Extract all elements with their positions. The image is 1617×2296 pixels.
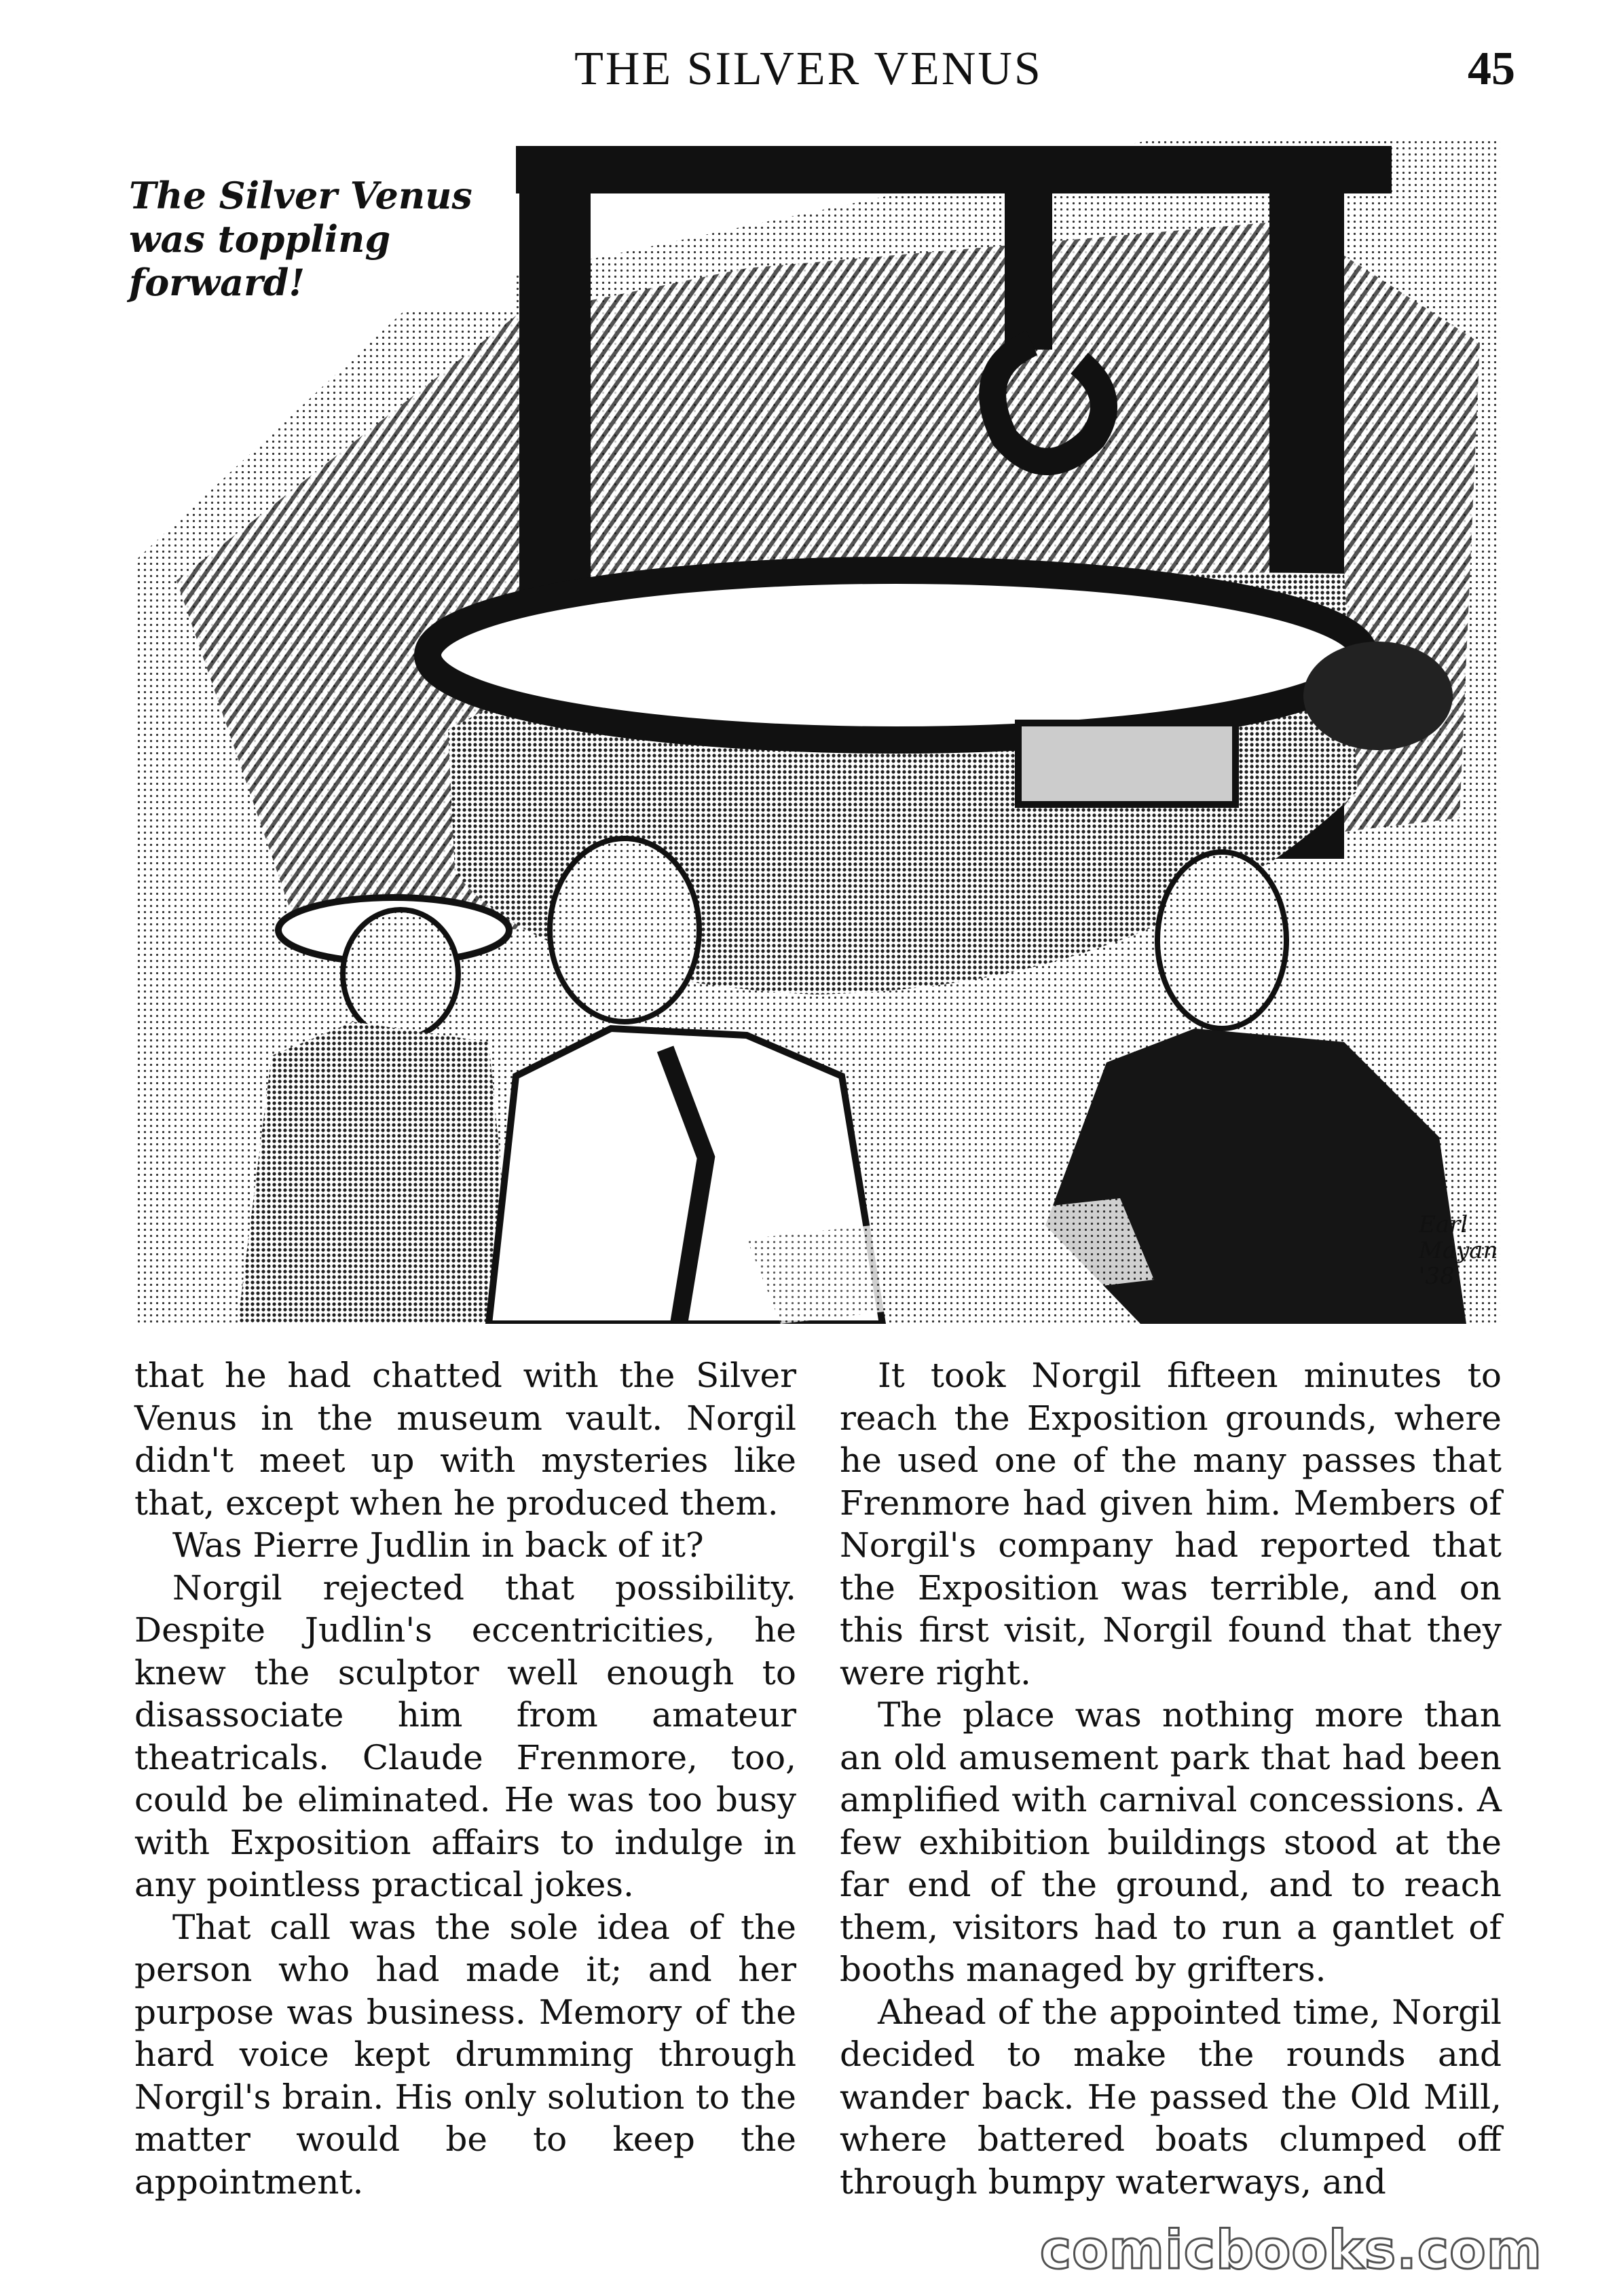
signature-line: Mayan: [1419, 1237, 1498, 1264]
caption-line: forward!: [129, 261, 305, 304]
watermark: comicbooks.com: [1039, 2220, 1542, 2281]
signature-line: Earl: [1419, 1211, 1468, 1238]
paragraph: It took Norgil fifteen minutes to reach the Exposition grounds, where he used one of the many passes that Frenmore had given him. Members of Norgil's company had reported that the Exposition was terrible, and on this first visit, Norgil found that they were right.: [840, 1356, 1502, 1692]
paragraph: Ahead of the appointed time, Norgil decided to make the rounds and wander back. He passed the Old Mill, where battered boats clumped off through bumpy waterways, and: [840, 1992, 1502, 2202]
text-column-right: [840, 1354, 1502, 2203]
illustration-caption: [129, 170, 515, 311]
paragraph: That call was the sole idea of the person who had made it; and her purpose was business. Memory of the hard voice kept drumming through Norgil's brain. His only solution to the matter would be to keep the appointment.: [134, 1907, 796, 2202]
illustration-drawing: [136, 139, 1500, 1324]
caption-line: was toppling: [129, 217, 391, 261]
paragraph: The place was nothing more than an old amusement park that had been amplified with carnival concessions. A few exhibition buildings stood at the far end of the ground, and to reach them, visitors had to run a gantlet of booths managed by grifters.: [840, 1695, 1502, 1989]
artist-signature: [1419, 1212, 1500, 1289]
page-number: 45: [1468, 43, 1515, 95]
running-title: THE SILVER VENUS: [574, 43, 1043, 95]
paragraph: Norgil rejected that possibility. Despite Judlin's eccentricities, he knew the sculptor well enough to disassociate him from amateur theatricals. Claude Frenmore, too, could be eliminated. He was too busy with Exposition affairs to indulge in any pointless practical jokes.: [134, 1568, 796, 1904]
caption-line: The Silver Venus: [129, 174, 472, 217]
signature-line: '38: [1419, 1263, 1455, 1290]
paragraph: that he had chatted with the Silver Venus in the museum vault. Norgil didn't meet up with mysteries like that, except when he produced them.: [134, 1356, 796, 1523]
illustration: [136, 139, 1500, 1324]
paragraph: Was Pierre Judlin in back of it?: [172, 1525, 704, 1565]
page-header: [0, 42, 1617, 117]
text-column-left: [134, 1354, 796, 2203]
